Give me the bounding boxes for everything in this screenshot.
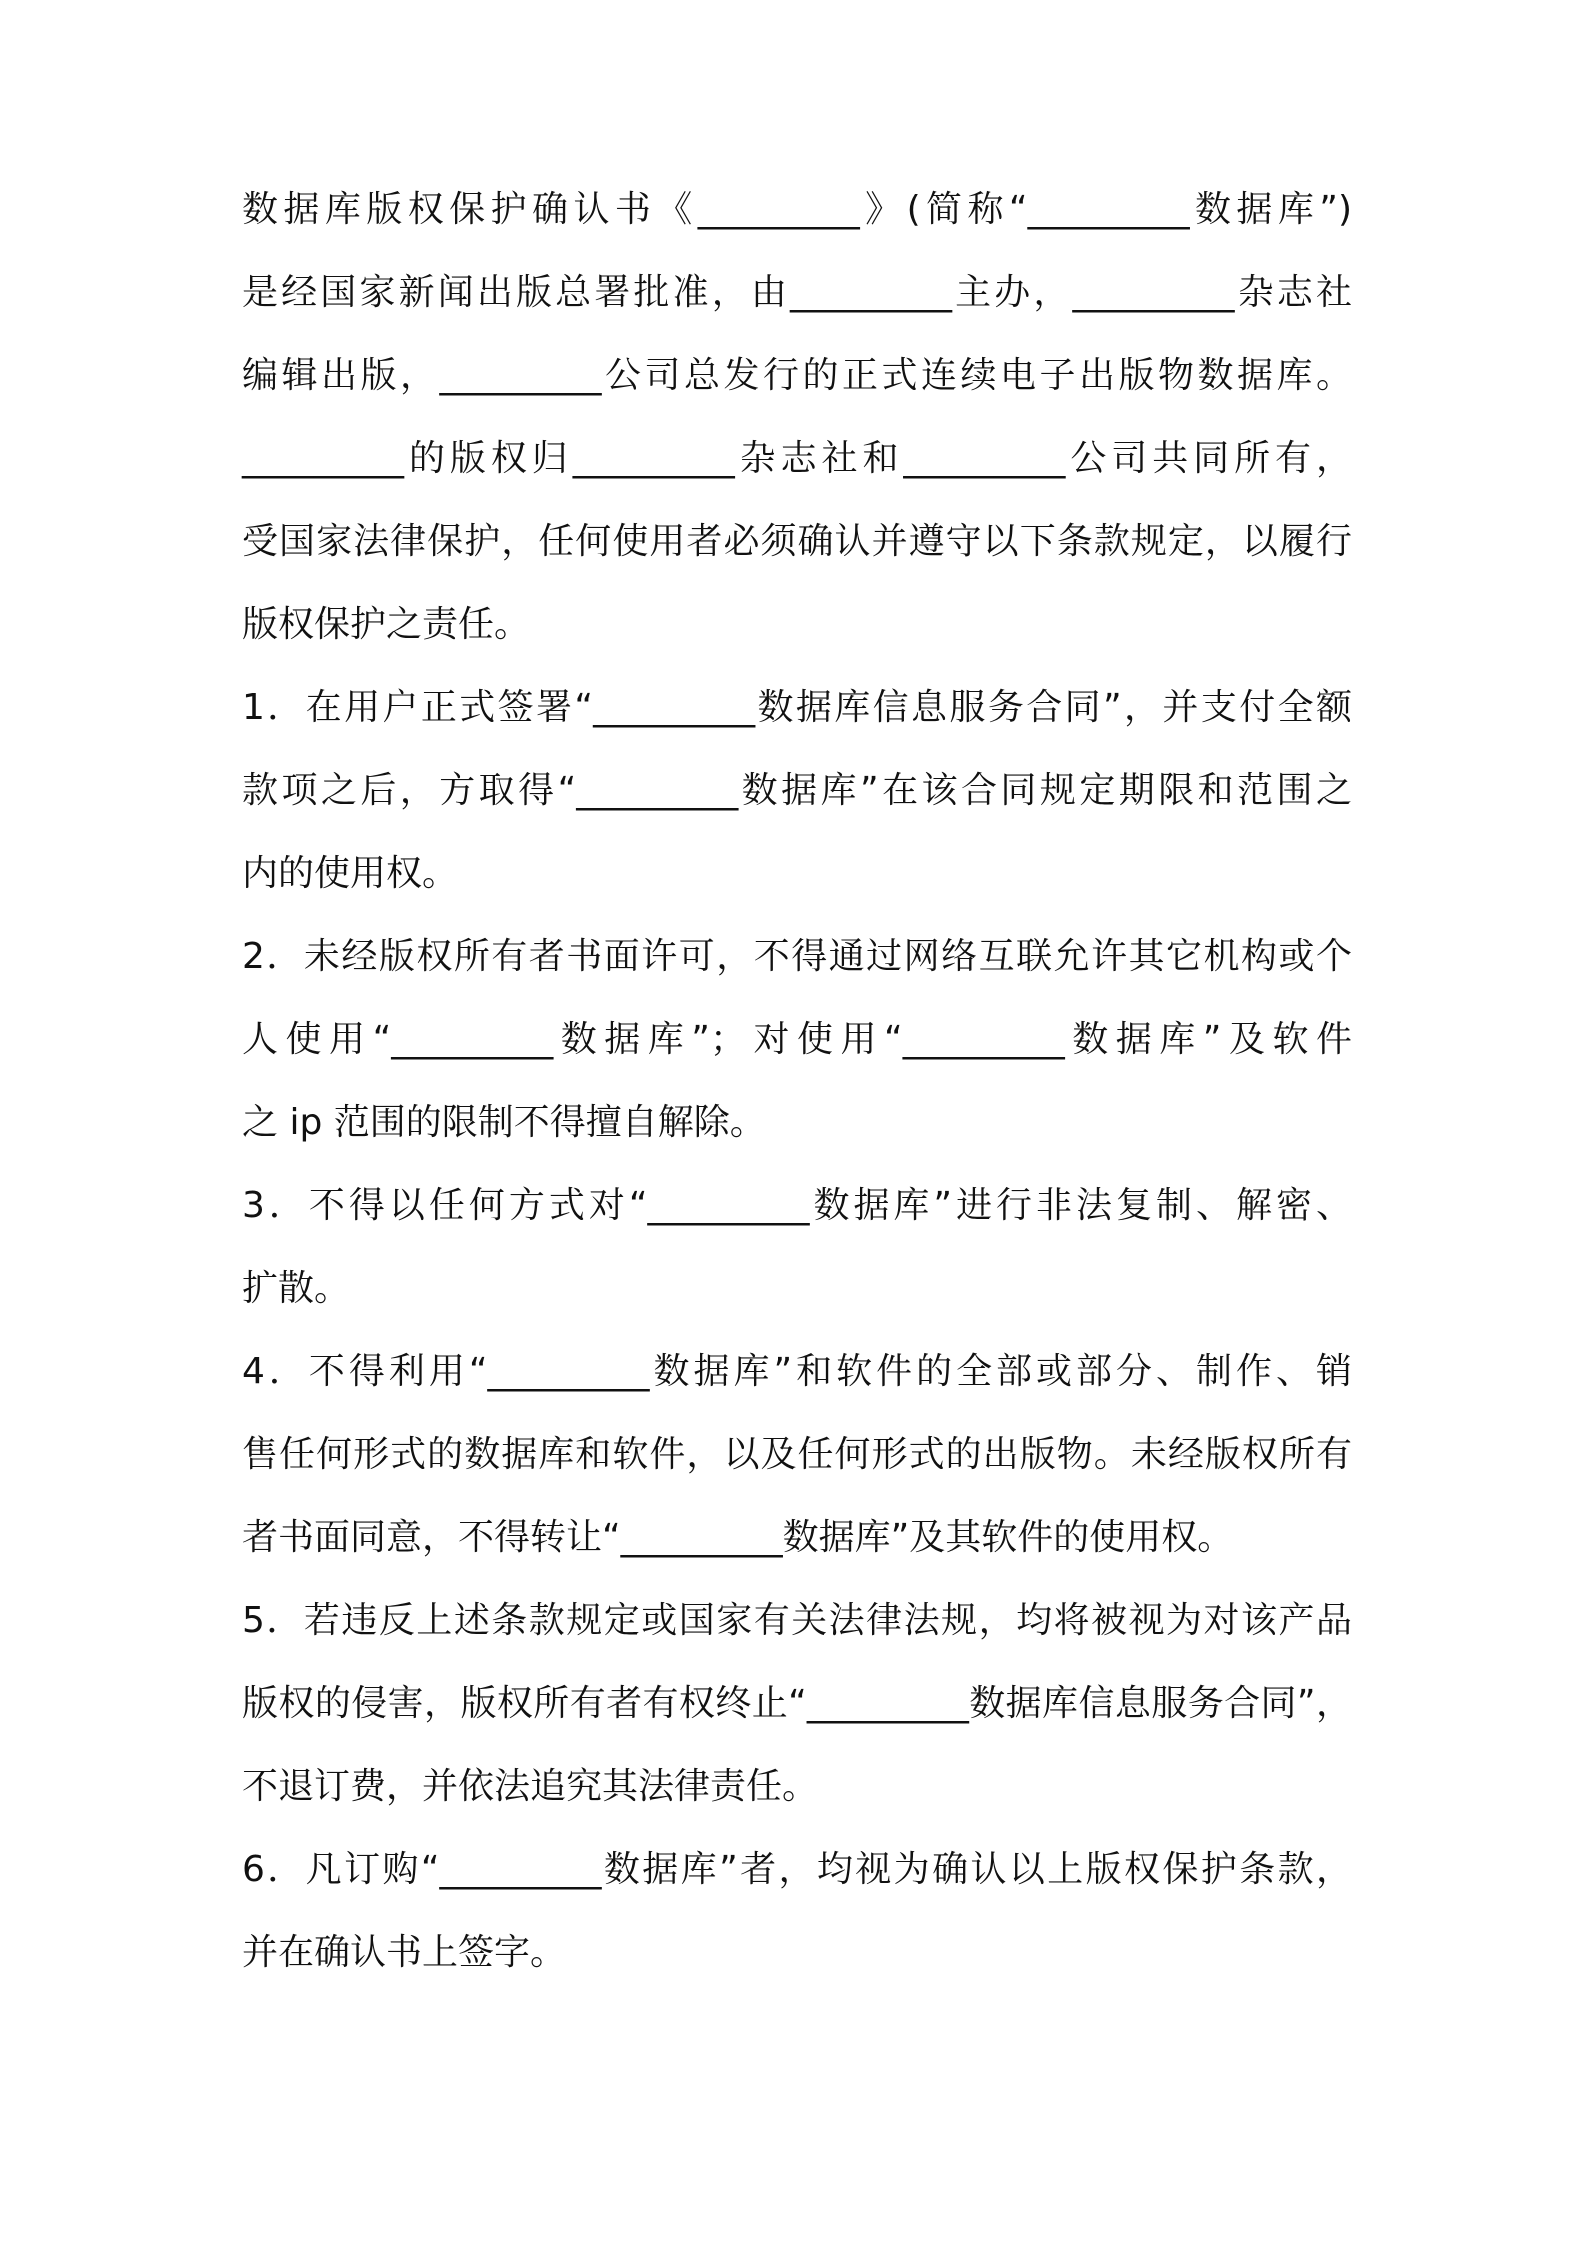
clause-4-line: 者书面同意，不得转让“_________数据库”及其软件的使用权。 [242,1517,1234,1558]
clause-1-line: 款项之后，方取得“_________数据库”在该合同规定期限和范围之 [242,770,1352,811]
clause-6-line: 并在确认书上签字。 [242,1932,567,1973]
clause-1-line: 内的使用权。 [242,853,459,894]
clause-5-line: 版权的侵害，版权所有者有权终止“_________数据库信息服务合同”， [242,1683,1352,1724]
clause-6-line: 6．凡订购“_________数据库”者，均视为确认以上版权保护条款， [242,1849,1352,1890]
clause-2-line: 2．未经版权所有者书面许可，不得通过网络互联允许其它机构或个 [242,936,1352,977]
clause-2-line: 之 ip 范围的限制不得擅自解除。 [242,1102,766,1143]
text-line: 编辑出版，_________公司总发行的正式连续电子出版物数据库。 [242,355,1352,396]
text-line: _________的版权归_________杂志社和_________公司共同所有， [242,438,1352,479]
document-body [242,190,1352,2016]
text-line: 版权保护之责任。 [242,604,531,645]
clause-5-line: 5．若违反上述条款规定或国家有关法律法规，均将被视为对该产品 [242,1600,1352,1641]
clause-5-line: 不退订费，并依法追究其法律责任。 [242,1766,819,1807]
clause-4-line: 4．不得利用“_________数据库”和软件的全部或部分、制作、销 [242,1351,1352,1392]
clause-3-line: 3．不得以任何方式对“_________数据库”进行非法复制、解密、 [242,1185,1352,1226]
text-line: 数据库版权保护确认书《_________》(简称“_________数据库”) [242,189,1352,230]
text-line: 是经国家新闻出版总署批准，由_________主办，_________杂志社 [242,272,1352,313]
clause-3-line: 扩散。 [242,1268,351,1309]
text-line: 受国家法律保护，任何使用者必须确认并遵守以下条款规定，以履行 [242,521,1352,562]
clause-4-line: 售任何形式的数据库和软件，以及任何形式的出版物。未经版权所有 [242,1434,1352,1475]
clause-1-line: 1．在用户正式签署“_________数据库信息服务合同”，并支付全额 [242,687,1352,728]
clause-2-line: 人使用“_________数据库”；对使用“_________数据库”及软件 [242,1019,1352,1060]
